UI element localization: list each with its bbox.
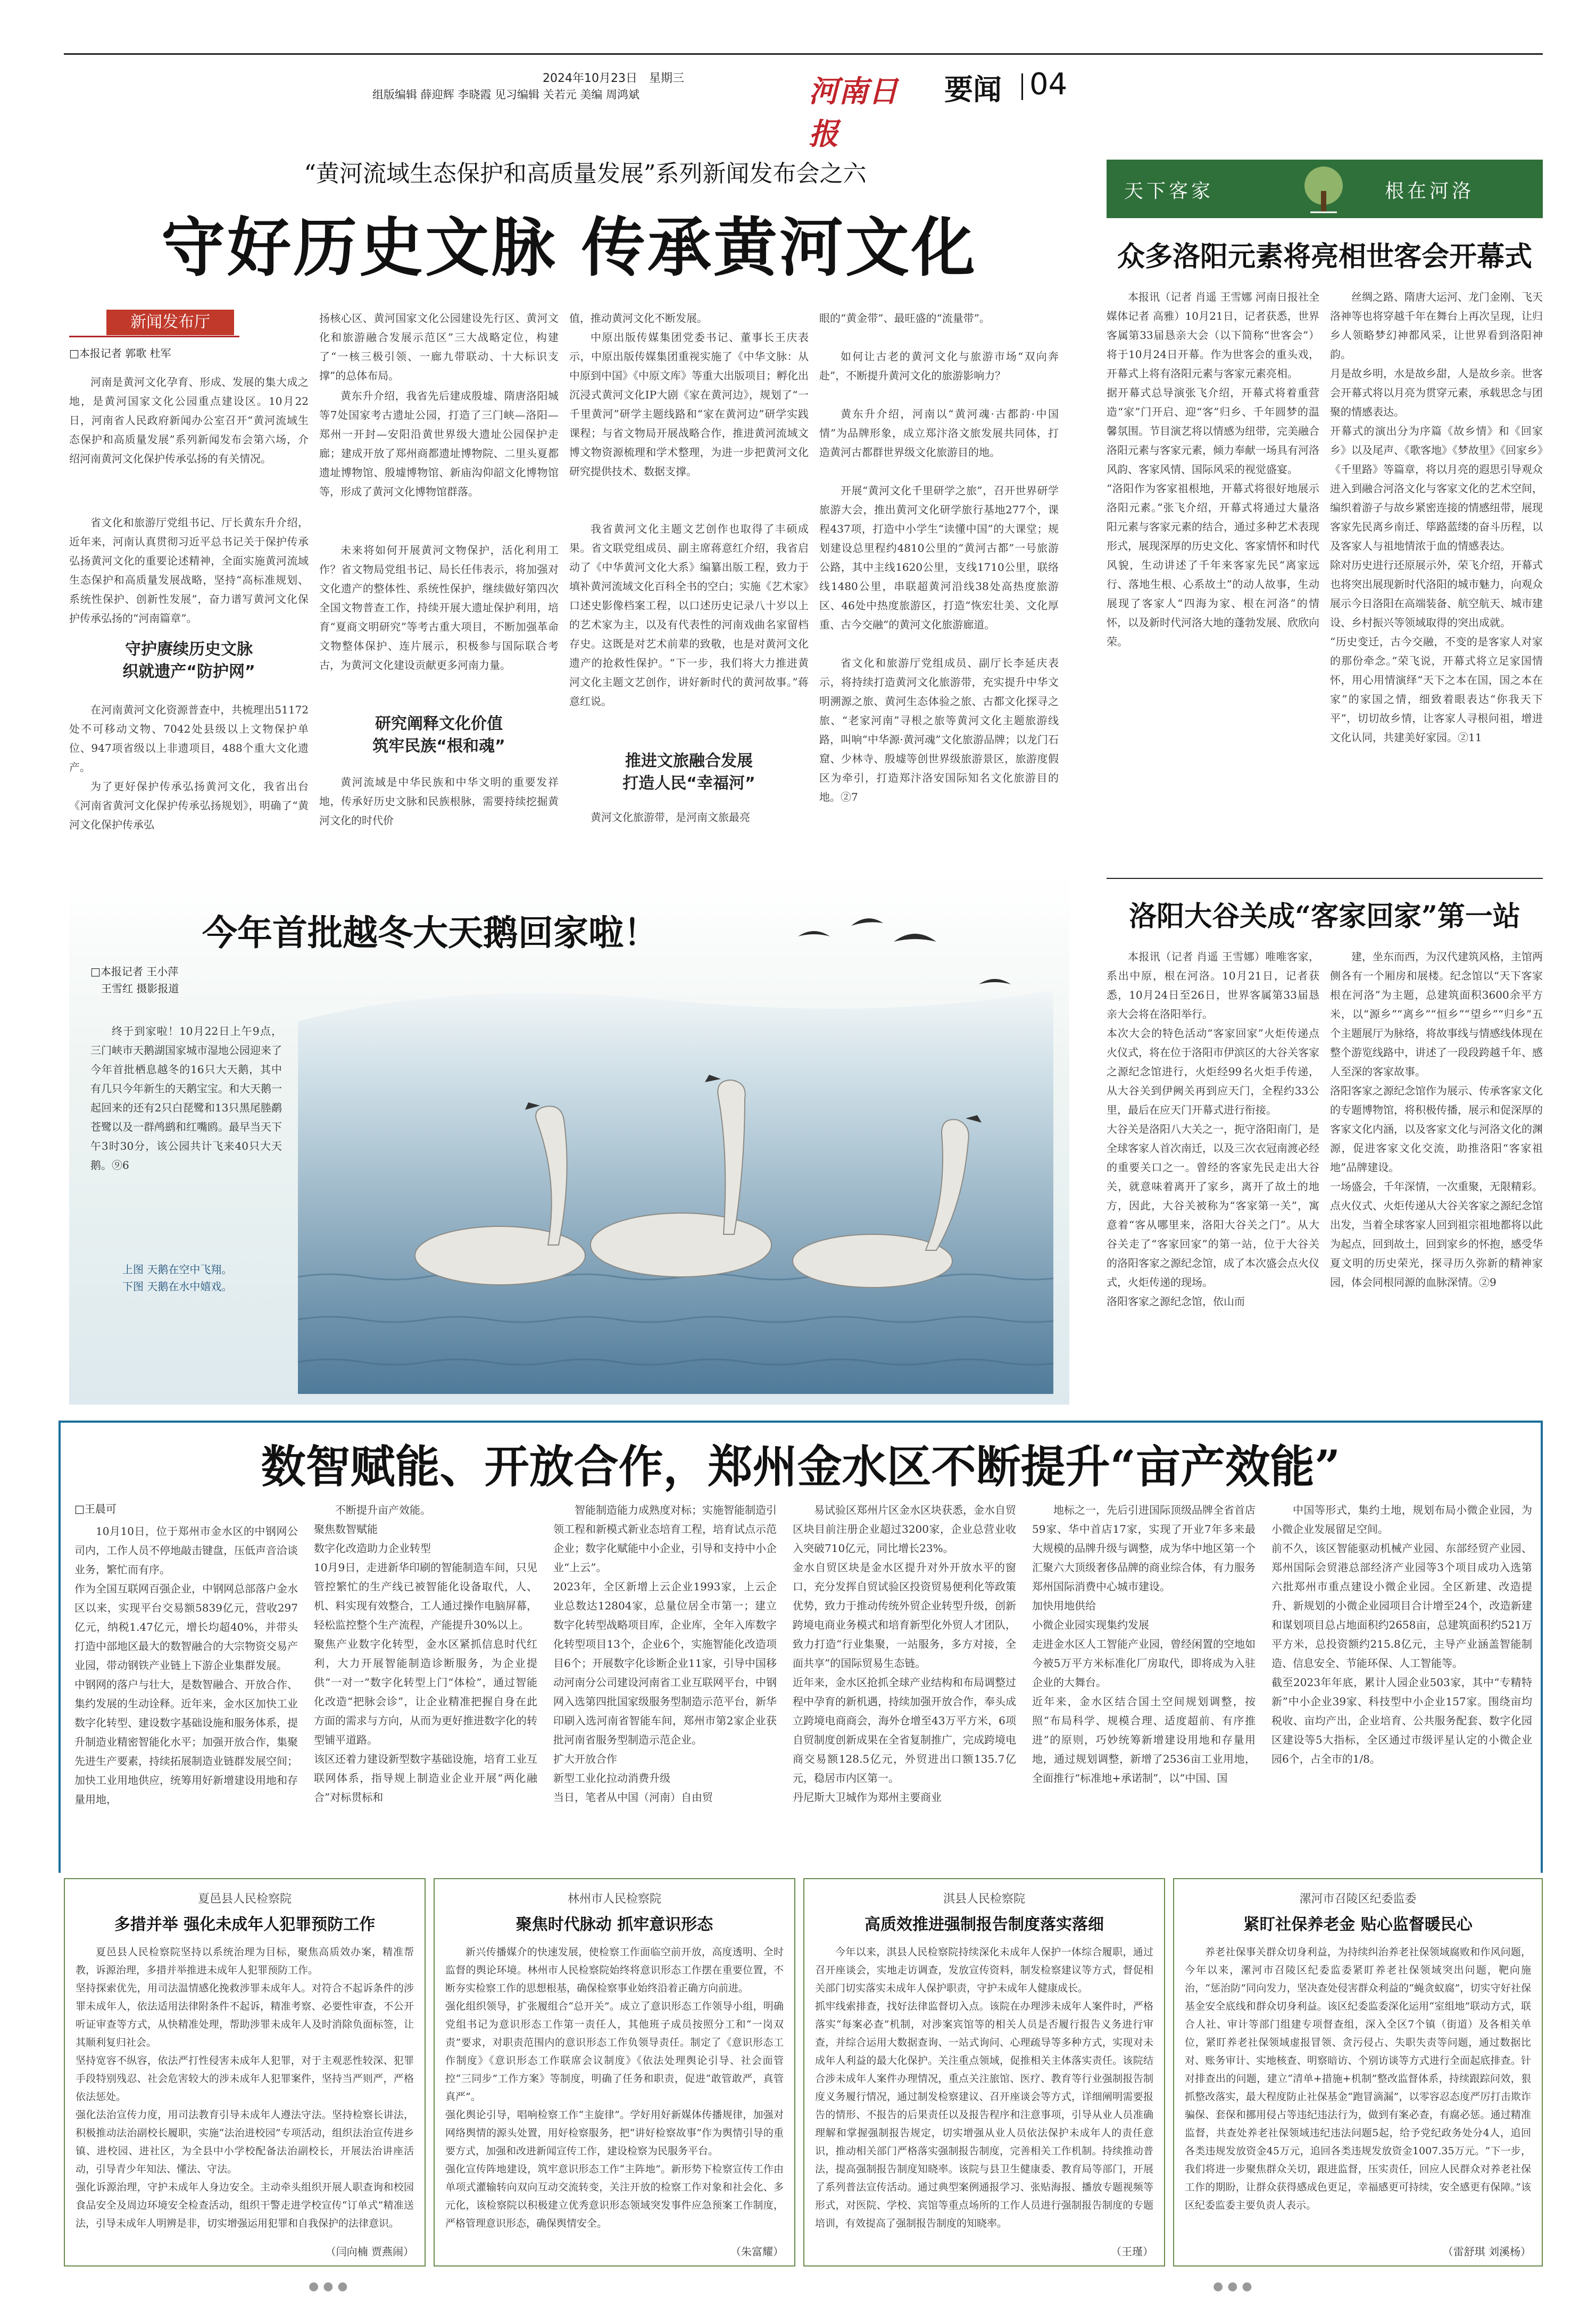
jinshui-col1: 10月10日，位于郑州市金水区的中钢网公司内，工作人员不停地敲击键盘，压低声音洽谈业务，繁忙而有序。 作为全国互联网百强企业，中钢网总部落户金水区以来，实现平台交易额5839亿元，营收297亿元，纳税1.47亿元，增长均超40%，并带头打造中部地区最大的数智融合的大宗物资交易产业园，带动钢铁产业链上下游企业集群发展。 中钢网的落户与壮大，是数智融合、开放合作、集约发展的生动诠释。近年来，金水区加快工业数字化转型、建设数字基础设施和服务体系，提升制造业精密智能化水平；加强开放合作，集聚先进生产要素，持续拓展制造业链群发展空间；加快工业用地供应，统筹用好新增建设用地和存量用地， [74,1525,298,1806]
masthead-editors: 组版编辑 薛迎辉 李晓霞 见习编辑 关若元 美编 周鸿斌 [372,88,640,101]
swans-water-illustration [298,958,1053,1394]
hakka-banner-right: 根在河洛 [1385,180,1475,202]
jinshui-col2: 不断提升亩产效能。 聚焦数智赋能 数字化改造助力企业转型 10月9日，走进新华印刷的智能制造车间，只见管控繁忙的生产线已被智能化设备取代，人、机、料实现有效整合，工人通过操作电脑屏幕，轻松监控整个生产流程，产能提升30%以上。 聚焦产业数字化转型，金水区紧抓信息时代红利，大力开展智能制造诊断服务，为企业提供“一对一”数字化转型上门“体检”，通过智能化改造“把脉会诊”，让企业精准把握自身在此方面的需求与方向，从而为更好推进数字化的转型铺平道路。 该区还着力建设新型数字基础设施，培育工业互联网体系，指导规上制造业企业开展“两化融合”对标贯标和 [314,1504,537,1804]
lead-col2-subhead: 研究阐释文化价值 筑牢民族“根和魂” [372,715,505,756]
lead-col3-p3: 我省黄河文化主题文艺创作也取得了丰硕成果。省文联党组成员、副主席蒋意红介绍，我省启动了《中华黄河文化大系》编纂出版工程，致力于填补黄河流域文化百科全书的空白；实施《艺术家》口述史影像档案工程，以口述历史记录八十岁以上的艺术家为主，以及有代表性的河南戏曲名家留档存史。这既是对艺术前辈的致敬，也是对黄河文化遗产的抢救性保护。“下一步，我们将大力推进黄河文化主题文艺创作，讲好新时代的黄河故事。”蒋意红说。 [569,522,809,708]
lead-byline: □本报记者 郭歌 杜军 [69,347,171,360]
tree-emblem-icon [1300,164,1348,214]
box-xiayi [64,1878,426,2267]
story2-headline: 洛阳大谷关成“客家回家”第一站 [1129,900,1520,933]
box-qixian-title: 高质效推进强制报告制度落实落细 [864,1915,1104,1934]
section-divider [1021,73,1023,100]
box-xiayi-title: 多措并举 强化未成年人犯罪预防工作 [114,1915,376,1934]
masthead-date: 2024年10月23日 星期三 [543,72,684,85]
jinshui-byline: □王晨可 [74,1502,117,1515]
swan-headline: 今年首批越冬大天鹅回家啦！ [202,912,659,953]
lead-kicker: “黄河流域生态保护和高质量发展”系列新闻发布会之六 [304,160,867,187]
lead-col1-p1: 河南是黄河文化孕育、形成、发展的集大成之地，是黄河国家文化公园重点建设区。10月22日，河南省人民政府新闻办公室召开“黄河流域生态保护和高质量发展”系列新闻发布会第六场，介绍河南黄河文化保护传承弘扬的有关情况。 [69,376,309,465]
box-qixian-text: 今年以来，淇县人民检察院持续深化未成年人保护一体综合履职，通过召开座谈会，实地走访调查，发放宣传资料，制发检察建议等方式，督促相关部门切实落实未成年人保护职责，守护未成年人健康成长。 抓牢线索排查，找好法律监督切入点。该院在办理涉未成年人案件时，严格落实“每案必查”机制，对涉案宾馆等的相关人员是否履行报告义务进行审查，并综合运用大数据查询、一站式询问、心理疏导等多种方式，实现对未成年人利益的最大化保护。关注重点领域，促推相关主体落实责任。该院结合涉未成年人案件办理情况，重点关注旅馆、医疗、教育等行业强制报告制度义务履行情况，通过制发检察建议、召开座谈会等方式，详细阐明需要报告的情形、不报告的后果责任以及报告程序和注意事项，引导从业人员准确理解和掌握强制报告规定，切实增强从业人员依法保护未成年人的责任意识，推动相关部门严格落实强制报告制度，完善相关工作机制。持续推动普法，提高强制报告制度知晓率。该院与县卫生健康委、教育局等部门，开展了系列普法宣传活动。通过典型案例通报学习、张贴海报、播放专题视频等形式，对医院、学校、宾馆等重点场所的工作人员进行强制报告制度的专题培训，有效提高了强制报告制度的知晓率。 [815,1946,1153,2229]
masthead-top-rule [64,53,1543,55]
box-linzhou-credit: （朱富耀） [730,2245,784,2258]
box-linzhou [434,1878,795,2267]
footer-ornament-right: ●●● [1213,2280,1257,2293]
lead-col1-p4: 为了更好保护传承弘扬黄河文化，我省出台《河南省黄河文化保护传承弘扬规划》，明确了“黄河文化保护传承弘 [69,780,309,831]
lead-col1-subhead: 守护赓续历史文脉 织就遗产“防护网” [122,640,255,681]
lead-col4-p2: 如何让古老的黄河文化与旅游市场“双向奔赴”，不断提升黄河文化的旅游影响力？ [819,350,1059,382]
box-zhaoling-title: 紧盯社保养老金 贴心监督暖民心 [1243,1915,1473,1934]
swan-byline: □本报记者 王小萍 王雪红 摄影报道 [90,965,179,995]
lead-col2-p4: 黄河流域是中华民族和中华文明的重要发祥地，传承好历史文脉和民族根脉，需要持续挖掘黄河文化的时代价 [319,776,559,827]
news-tag [69,308,239,337]
jinshui-col4: 易试验区郑州片区金水区块获悉，金水自贸区块目前注册企业超过3200家，企业总营业收入突破710亿元，同比增长23%。 金水自贸区块是金水区提升对外开放水平的窗口，充分发挥自贸试验区投资贸易便利化等政策优势，致力于推动传统外贸企业转型升级，创新跨境电商业务模式和培育新型化外贸人才团队，致力打造“行业集聚，一站服务，多方对接，全面共享”的国际贸易生态链。 近年来，金水区抢抓全球产业结构和布局调整过程中孕育的新机遇，持续加强开放合作，奉头成立跨境电商商会，海外仓增至43万平方米，6项自贸制度创新成果在全省复制推广，完成跨境电商交易额128.5亿元，外贸进出口额135.7亿元，稳居市内区第一。 丹尼斯大卫城作为郑州主要商业 [793,1504,1016,1804]
jinshui-headline: 数智赋能、开放合作，郑州金水区不断提升“亩产效能” [261,1440,1341,1493]
news-tag-label: 新闻发布厅 [106,310,234,335]
jinshui-col6: 中国等形式，集约土地，规划布局小微企业园，为小微企业发展留足空间。 前不久，该区智能驱动机械产业园、东部经贸产业园、郑州国际会贸港总部经济产业园等3个项目成功入选第六批郑州市重点建设小微企业园。全区新建、改造提升、新规划的小微企业园项目合计增至24个，改造新建和谋划项目总占地面积约2658亩，总建筑面积约521万平方米，总投资额约215.8亿元，主导产业涵盖智能制造、信息安全、节能环保、人工智能等。 截至2023年年底，累计人园企业503家，其中“专精特新”中小企业39家、科技型中小企业157家。围绕亩均税收、亩均产出，企业培育、公共服务配套、数字化园区建设等5大指标，全区通过市级评星认定的小微企业园6个，占全市的1/8。 [1271,1504,1532,1765]
box-qixian-org: 淇县人民检察院 [943,1892,1025,1906]
lead-col1-p2: 省文化和旅游厅党组书记、厅长黄东升介绍，近年来，河南认真贯彻习近平总书记关于保护传承弘扬黄河文化的重要论述精神，全面实施黄河流域生态保护和高质量发展战略，坚持“高标准规划、系统性保护、创新性发展”，奋力谱写黄河文化保护传承弘扬的“河南篇章”。 [69,516,309,625]
box-zhaoling-credit: （雷舒琪 刘溪杨） [1442,2245,1531,2258]
lead-col3-p2: 中原出版传媒集团党委书记、董事长王庆表示，中原出版传媒集团重视实施了《中华文脉：从中原到中国》《中原文库》等重大出版项目；孵化出沉浸式黄河文化IP大剧《家在黄河边》，规划了“一千里黄河”研学主题线路和“家在黄河边”研学实践课程；与省文物局开展战略合作，推进黄河流域文博文物资源梳理和学术整理，为进一步把黄河文化研究提供技术、数据支撑。 [569,331,809,478]
jinshui-col3: 智能制造能力成熟度对标；实施智能制造引领工程和新模式新业态培育工程，培育试点示范企业；数字化赋能中小企业，引导和支持中小企业“上云”。 2023年，全区新增上云企业1993家，上云企业总数达12804家，总量位居全市第一；建立数字化转型战略项目库，企业库，全年入库数字化转型项目13个，企业6个，实施智能化改造项目6个；开展数字化诊断企业11家，引导中国移动河南分公司建设河南省工业互联网平台，中钢网入选第四批国家级服务型制造示范平台，新华印刷入选河南省智能车间，郑州市第2家企业获批河南省服务型制造示范企业。 扩大开放合作 新型工业化拉动消费升级 当日，笔者从中国（河南）自由贸 [553,1504,777,1804]
box-linzhou-text: 新兴传播媒介的快速发展，使检察工作面临空前开放，高度透明、全时监督的舆论环境。林州市人民检察院始终将意识形态工作摆在重要位置，不断夯实检察工作的思想根基，确保检察事业始终沿着正确方向前进。 强化组织领导，扩张履组合“总开关”。成立了意识形态工作领导小组，明确党组书记为意识形态工作第一责任人，其他班子成员按照分工和“一岗双责”要求，对职责范围内的意识形态工作负领导责任。制定了《意识形态工作制度》《意识形态工作联席会议制度》《依法处理舆论引导、社会面管控“三同步”工作方案》等制度，明确了任务和职责，促进“敢管敢严，真管真严”。 强化舆论引导，唱响检察工作“主旋律”。学好用好新媒体传播规律，加强对网络舆情的源头处置，用好检察服务，把“讲好检察故事”作为舆情引导的重要方式，加强和改进新闻宣传工作，建设检察为民服务平台。 强化宣传阵地建设，筑牢意识形态工作“主阵地”。新形势下检察宣传工作由单项式灌输转向双向互动交流转变，关注开放的检察工作对象和社会化、多元化，该检察院以积极建立优秀意识形态领域突发事件应急预案工作制度，严格管理意识形态，确保舆情安全。 [445,1946,784,2229]
swan-caption: 上图 天鹅在空中飞翔。 下图 天鹅在水中嬉戏。 [122,1263,232,1293]
box-zhaoling-text: 养老社保事关群众切身利益，为持续纠治养老社保领域腐败和作风问题，今年以来，漯河市召陵区纪委监委紧盯养老社保领域突出问题，靶向施治，“惩治防”同向发力，坚决查处侵害群众利益的“蝇贪蚁腐”，切实守好社保基金安全底线和群众切身利益。该区纪委监委深化运用“室组地”联动方式，联合人社、审计等部门组建专项督查组，深入全区7个镇（街道）及各相关单位，紧盯养老社保领域虚报冒领、贪污侵占、失职失责等问题，通过数据比对、账务审计、实地核查、明察暗访、个别访谈等方式进行全面起底排查。针对排查出的问题，建立“清单+措施+机制”整改监督体系，持续跟踪问效，狠抓整改落实，最大程度防止社保基金“跑冒滴漏”，以零容忍态度严厉打击欺诈骗保、套保和挪用侵占等违纪违法行为，做到有案必查，有腐必惩。通过精准监督，共查处养老社保领域违纪违法问题5起，给予党纪政务处分4人，追回各类违规发放资金45万元，追回各类违规发放资金1007.35万元。“下一步，我们将进一步聚焦群众关切，跟进监督，压实责任，回应人民群众对养老社保工作的期盼，让群众获得感成色更足，幸福感更可持续，安全感更有保障。”该区纪委监委主要负责人表示。 [1185,1946,1531,2211]
box-zhaoling-org: 漯河市召陵区纪委监委 [1299,1892,1417,1906]
lead-col2-p2: 黄东升介绍，我省先后建成殷墟、隋唐洛阳城等7处国家考古遗址公园，打造了三门峡—洛阳—郑州一开封—安阳沿黄世界级大遗址公园保护走廊；建成开放了郑州商都遗址博物院、二里头夏都遗址博物馆、殷墟博物馆、新庙沟仰韶文化博物馆等，形成了黄河文化博物馆群落。 [319,389,559,498]
lead-col2-p1: 扬核心区、黄河国家文化公园建设先行区、黄河文化和旅游融合发展示范区”三大战略定位，构建了“一核三极引领、一廊九带联动、十大标识支撑”的总体布局。 [319,312,559,382]
lead-col3-p1: 值，推动黄河文化不断发展。 [569,312,708,325]
story2-col2: 建，坐东而西，为汉代建筑风格，主馆两侧各有一个厢房和展楼。纪念馆以“天下客家 根在河洛”为主题，总建筑面积3600余平方米，以“源乡”“离乡”“恒乡”“望乡”“归乡”五个主题展厅为脉络，将故事线与情感线体现在整个游览线路中，讲述了一段段跨越千年、感人至深的客家故事。 洛阳客家之源纪念馆作为展示、传承客家文化的专题博物馆，将积极传播，展示和促深厚的客家文化内涵，以及客家文化与河洛文化的渊源，促进客家文化交流，助推洛阳“客家祖地”品牌建设。 一场盛会，千年深情，一次重聚，无限精彩。点火仪式、火炬传递从大谷关客家之源纪念馆出发，当着全球客家人回到祖宗祖地都将以此为起点，回到故土，回到家乡的怀抱，感受华夏文明的历史荣光，探寻历久弥新的精神家园，体会同根同源的血脉深情。②9 [1330,950,1543,1289]
lead-col1-p3: 在河南黄河文化资源普查中，共梳理出51172处不可移动文物、7042处县级以上文物保护单位、947项省级以上非遗项目，488个重大文化遗产。 [69,703,309,774]
box-qixian [803,1878,1165,2267]
lead-headline: 守好历史文脉 传承黄河文化 [161,210,977,285]
box-linzhou-title: 聚焦时代脉动 抓牢意识形态 [516,1915,713,1934]
lead-col4-p3: 黄东升介绍，河南以“黄河魂·古都韵·中国情”为品牌形象，成立郑汴洛文旅发展共同体，打造黄河古都群世界级文化旅游目的地。 [819,408,1059,459]
lead-col4-p5: 省文化和旅游厅党组成员、副厅长李延庆表示，将持续打造黄河文化旅游带，充实提升中华文明溯源之旅、黄河生态体验之旅、古都文化探寻之旅、“老家河南”寻根之旅等黄河文化主题旅游线路，叫响“中华源·黄河魂”文化旅游品牌；以龙门石窟、少林寺、殷墟等创世界级旅游景区，旅游度假区为牵引，打造郑汴洛安国际知名文化旅游目的地。②7 [819,657,1059,803]
jinshui-col5: 地标之一，先后引进国际顶级品牌全省首店59家、华中首店17家，实现了开业7年多来最大规模的品牌升级与调整，成为华中地区第一个汇聚六大顶级奢侈品牌的商业综合体，有力服务郑州国际消费中心城市建设。 加快用地供给 小微企业园实现集约发展 走进金水区人工智能产业园，曾经闲置的空地如今被5万平方米标准化厂房取代，即将成为入驻企业的大舞台。 近年来，金水区结合国土空间规划调整，按照“布局科学、规模合理、适度超前、有序推进”的原则，巧妙统筹新增建设用地和存量用地，通过规划调整，新增了2536亩工业用地，全面推行“标准地+承诺制”，以“中国、国 [1032,1504,1256,1784]
box-xiayi-org: 夏邑县人民检察院 [197,1892,292,1906]
hakka-banner [1107,160,1543,218]
swan-text: 终于到家啦！10月22日上午9点，三门峡市天鹅湖国家城市湿地公园迎来了今年首批栖息越冬的16只大天鹅，其中有几只今年新生的天鹅宝宝。和大天鹅一起回来的还有2只白琵鹭和13只黑尾塍鹬苍鹭以及一群鸬鹚和红嘴鸥。最早当天下午3时30分，该公园共计飞来40只大天鹅。⑨6 [90,1025,282,1172]
footer-ornament-left: ●●● [309,2280,352,2293]
box-zhaoling [1173,1878,1543,2267]
box-xiayi-credit: （闫向楠 贾燕闹） [325,2245,414,2258]
section-name: 要闻 [944,73,1002,106]
story1-col1: 本报讯（记者 肖遥 王雪娜 河南日报社全媒体记者 高雅）10月21日，记者获悉，世界客属第33届恳亲大会（以下简称“世客会”）将于10月24日开幕。作为世客会的重头戏，开幕式上将有洛阳元素与客家元素亮相。 据开幕式总导演张飞介绍，开幕式将着重营造“家”门开启、迎“客”归乡、千年圆梦的温馨氛围。节目演艺将以情感为纽带，完美融合洛阳元素与客家元素，倾力奉献一场具有河洛风韵、客家风情、国际风采的视觉盛宴。 “洛阳作为客家祖根地，开幕式将很好地展示洛阳元素。”张飞介绍，开幕式将通过大量洛阳元素与客家元素的结合，通过多种艺术表现形式，展现深厚的历史文化、客家情怀和时代风貌，生动讲述了千年来客家先民“离家远行、落地生根、心系故土”的动人故事，生动展现了客家人“四海为家、根在河洛”的情怀，以及新时代河洛大地的蓬勃发展、欣欣向荣。 [1107,290,1319,648]
box-linzhou-org: 林州市人民检察院 [567,1892,661,1906]
lead-col2-p3: 未来将如何开展黄河文物保护，活化利用工作？省文物局党组书记、局长任伟表示，将加强对文化遗产的整体性、系统性保护，继续做好第四次全国文物普查工作，持续开展大遗址保护利用，培育“夏商文明研究”等考古重大项目，不断加强革命文物整体保护、连片展示，积极参与国际联合考古，为黄河文化建设贡献更多河南力量。 [319,544,559,671]
story1-col2: 丝绸之路、隋唐大运河、龙门金刚、飞天洛神等也将穿越千年在舞台上再次呈现，让归乡人领略梦幻神都风采，让世界看到洛阳神韵。 月是故乡明，水是故乡甜，人是故乡亲。世客会开幕式将以月亮为贯穿元素，承载思念与团聚的情感表达。 开幕式的演出分为序篇《故乡情》和《回家乡》以及尾声、《歌客地》《梦故里》《回家乡》《千里路》等篇章，将以月亮的遐思引导观众进入到融合河洛文化与客家文化的艺术空间，编织着游子与故乡紧密连接的情感纽带，展现客家先民离乡南迁、筚路蓝缕的奋斗历程，以及客家人与祖地情浓于血的情感表达。 除对历史进行还原展示外，荣飞介绍，开幕式也将突出展现新时代洛阳的城市魅力，向观众展示今日洛阳在高端装备、航空航天、城市建设、乡村振兴等领域取得的突出成就。 “历史变迁，古今交融，不变的是客家人对家的那份牵念。”荣飞说，开幕式将立足家国情怀，用心用情演绎“天下之本在国，国之本在家”的家国之情，细致着眼表达“你我天下平”，切切故乡情，让客家人寻根问祖，增进文化认同，共建美好家园。②11 [1330,290,1543,744]
swans-water-photo [298,958,1053,1394]
box-qixian-credit: （王瑾） [1111,2245,1153,2258]
story1-headline: 众多洛阳元素将亮相世客会开幕式 [1117,240,1532,273]
lead-col4-p4: 开展“黄河文化千里研学之旅”，召开世界研学旅游大会，推出黄河文化研学旅行基地277个，课程437项，打造中小学生“读懂中国”的大课堂；规划建设总里程约4810公里的“黄河古都”一号旅游公路，其中主线1620公里，支线1710公里，联络线1480公里，串联超黄河沿线38处高热度旅游区、46处中热度旅游区，打造“恢宏壮美、文化厚重、古今交融”的黄河文化旅游廊道。 [819,484,1059,631]
lead-col3-subhead: 推进文旅融合发展 打造人民“幸福河” [622,752,755,793]
box-xiayi-text: 夏邑县人民检察院坚持以系统治理为目标，聚焦高质效办案，精准帮教，诉源治理，多措并举推进未成年人犯罪预防工作。 坚持探索优先，用司法温情感化挽救涉罪未成年人。对符合不起诉条件的涉罪未成年人，依法适用法律附条件不起诉，精准考察、必要性审查，不公开听证审查等方式，从快精准处理，帮助涉罪未成年人及时消除负面标签，让其顺利复归社会。 坚持宽容不纵容，依法严打性侵害未成年人犯罪，对于主观恶性较深、犯罪手段特别残忍、社会危害较大的涉未成年人犯罪案件，坚持当严则严，严格依法惩处。 强化法治宣传力度，用司法教育引导未成年人遵法守法。坚持检察长讲法，积极推动法治副校长履职，实施“法治进校园”专项活动，组织法治宣传进乡镇、进校园、进社区，为全县中小学校配备法治副校长，开展法治讲座活动，引导青少年知法、懂法、守法。 强化诉源治理，守护未成年人身边安全。主动牵头组织开展人职查询和校园食品安全及周边环境安全检查活动，组织干警走进学校宣传“订单式”精准送法，引导未成年人明辨是非，切实增强运用犯罪和自我保护的法律意识。 [76,1946,414,2229]
lead-col3-p4: 黄河文化旅游带，是河南文旅最亮 [591,811,750,824]
masthead [64,53,1543,152]
newspaper-logo: 河南日报 [809,74,898,152]
story2-col1: 本报讯（记者 肖遥 王雪娜）唯唯客家，系出中原，根在河洛。10月21日，记者获悉，10月24日至26日，世界客属第33届恳亲大会将在洛阳举行。 本次大会的特色活动“客家回家”火炬传递点火仪式，将在位于洛阳市伊滨区的大谷关客家之源纪念馆进行，火炬经99名火炬手传递，从大谷关到伊阙关再到应天门，全程约33公里，最后在应天门开幕式进行衔接。 大谷关是洛阳八大关之一，扼守洛阳南门，是全球客家人首次南迁，以及三次衣冠南渡必经的重要关口之一。曾经的客家先民走出大谷关，就意味着离开了家乡，离开了故土的地方，因此，大谷关被称为“客家第一关”，寓意着“客从哪里来，洛阳大谷关之门”。从大谷关走了“客家回家”的第一站，位于大谷关的洛阳客家之源纪念馆，成了本次盛会点火仪式，火炬传递的现场。 洛阳客家之源纪念馆，依山而 [1107,950,1319,1308]
lead-col4-p1: 眼的“黄金带”、最旺盛的“流量带”。 [819,312,990,325]
story-divider [1107,878,1543,879]
page-number: 04 [1029,67,1068,102]
hakka-banner-left: 天下客家 [1124,180,1214,202]
